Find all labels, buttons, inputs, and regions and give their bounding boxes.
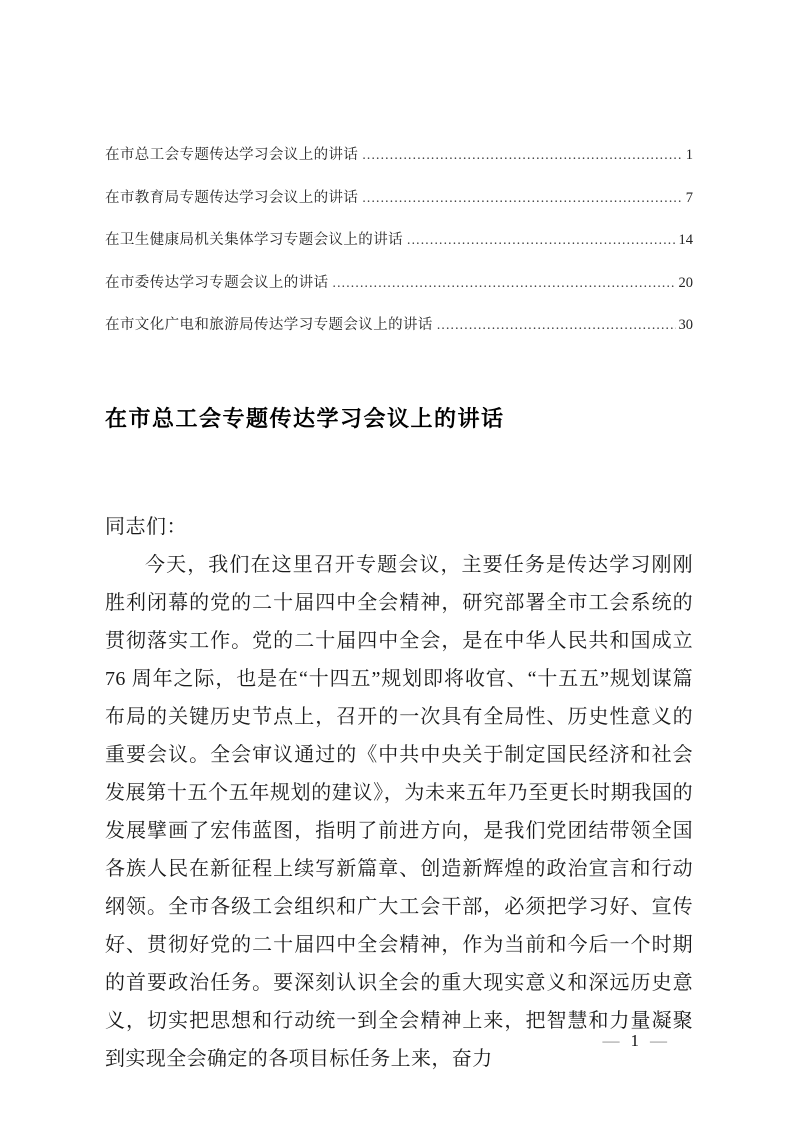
toc-dot-leader <box>407 232 676 249</box>
salutation: 同志们： <box>105 515 187 538</box>
toc-entry <box>105 313 693 356</box>
toc-entry <box>105 143 693 186</box>
toc-entry-page-number: 7 <box>685 189 693 206</box>
footer-dash-right: — <box>650 1031 667 1050</box>
toc-entry <box>105 186 693 229</box>
toc-entry <box>105 228 693 271</box>
page-number: 1 <box>630 1031 639 1050</box>
toc-entry-title: 在市委传达学习专题会议上的讲话 <box>105 274 329 291</box>
toc-entry-title: 在卫生健康局机关集体学习专题会议上的讲话 <box>105 232 403 248</box>
toc-entry-title: 在市总工会专题传达学习会议上的讲话 <box>105 147 359 163</box>
article-title: 在市总工会专题传达学习会议上的讲话 <box>105 405 505 431</box>
footer-dash-left: — <box>602 1031 620 1050</box>
page-content <box>105 0 693 1078</box>
toc-entry-page-number: 1 <box>685 147 693 163</box>
toc-dot-leader <box>362 147 682 164</box>
toc-entry-page-number: 20 <box>678 274 693 291</box>
toc-entry <box>105 271 693 314</box>
table-of-contents <box>105 0 693 356</box>
page-footer <box>603 1030 668 1052</box>
toc-entry-page-number: 14 <box>678 232 693 248</box>
toc-dot-leader <box>362 190 682 207</box>
body-paragraph: 今天，我们在这里召开专题会议，主要任务是传达学习刚刚胜利闭幕的党的二十届四中全会精神，研究部署全市工会系统的贯彻落实工作。党的二十届四中全会，是在中华人民共和国成立 76 周年之际，也是在“十四五”规划即将收官、“十五五”规划谋篇布局的关键历史节点上，召开的一次具有全局性、历史性意义的重要会议。全会审议通过的《中共中央关于制定国民经济和社会发展第十五个五年规划的建议》，为未来五年乃至更长时期我国的发展擘画了宏伟蓝图，指明了前进方向，是我们党团结带领全国各族人民在新征程上续写新篇章、创造新辉煌的政治宣言和行动纲领。全市各级工会组织和广大工会干部，必须把学习好、宣传好、贯彻好党的二十届四中全会精神，作为当前和今后一个时期的首要政治任务。要深刻认识全会的重大现实意义和深远历史意义，切实把思想和行动统一到全会精神上来，把智慧和力量凝聚到实现全会确定的各项目标任务上来，奋力 <box>105 553 693 1070</box>
toc-dot-leader <box>333 275 676 292</box>
toc-entry-page-number: 30 <box>678 317 693 333</box>
toc-entry-title: 在市教育局专题传达学习会议上的讲话 <box>105 189 359 206</box>
toc-dot-leader <box>437 317 676 334</box>
toc-entry-title: 在市文化广电和旅游局传达学习专题会议上的讲话 <box>105 317 433 333</box>
